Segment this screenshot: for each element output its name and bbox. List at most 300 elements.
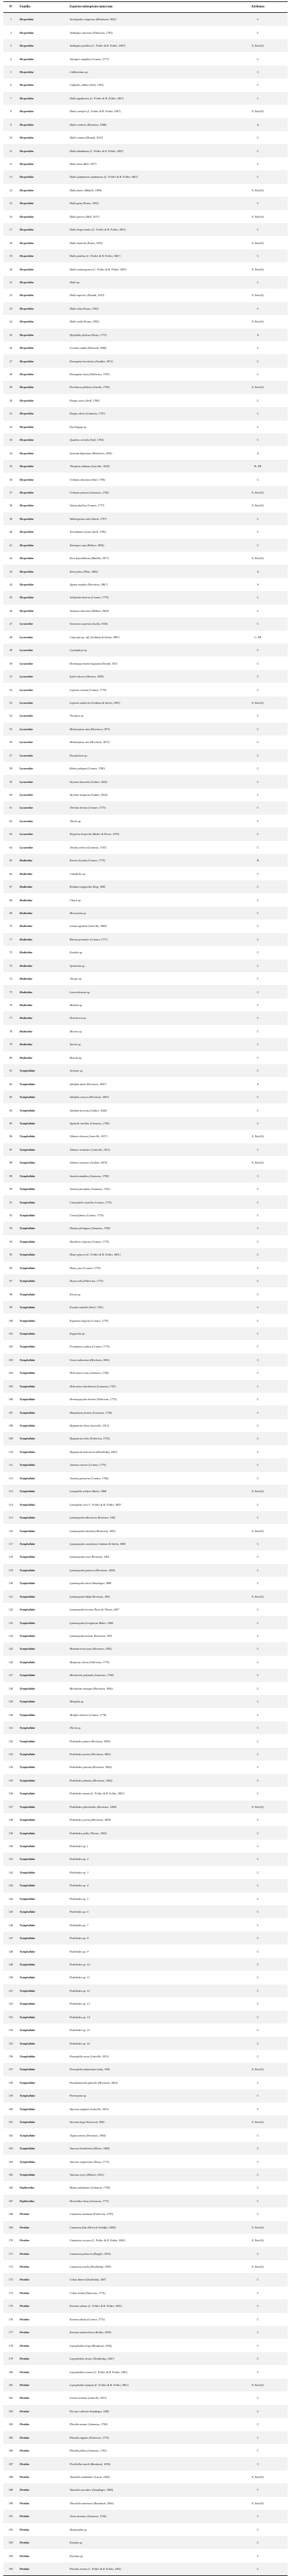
row-attributes: E, End (S) [252, 188, 264, 192]
row-number: 108 [8, 1424, 14, 1428]
row-attributes: A [256, 1082, 259, 1086]
row-attributes: C [256, 1897, 259, 1901]
table-row [3, 1984, 288, 1997]
row-species: Pedaliodes sp. 4 [68, 1879, 228, 1892]
row-species: Baeotis sp. [70, 1055, 83, 1059]
row-family: Hesperiidae [18, 170, 68, 183]
row-number: 47 [3, 617, 18, 630]
row-family: Pieridae [18, 2247, 68, 2260]
row-family: Nymphalidae [20, 1870, 36, 1874]
row-species: Leptophobia olympia (C. Felder & R. Felder, 1861) [68, 2379, 228, 2391]
row-family: Nymphalidae [18, 1616, 68, 1629]
table-row [3, 1287, 288, 1300]
header-row [3, 2, 288, 13]
row-number: 156 [8, 2055, 14, 2059]
row-family: Nymphalidae [18, 1958, 68, 1971]
row-species: Anastrus obscurus (Hübner, 1824) [70, 609, 109, 613]
row-species: Eurema albula (Cramer, 1775) [70, 2317, 105, 2321]
row-number: 116 [8, 1529, 14, 1533]
row-family: Nymphalidae [18, 2142, 68, 2155]
row-attributes: C [256, 2291, 259, 2295]
row-species: Achlyodes busirus (Cramer, 1779) [68, 591, 228, 604]
row-number: 151 [3, 1984, 18, 1997]
row-attributes: E, End (S) [228, 381, 288, 393]
row-family: Pieridae [18, 2379, 68, 2391]
row-attributes: C [256, 1949, 259, 1953]
row-attributes: C [228, 907, 288, 920]
row-family: Riodinidae [20, 898, 32, 902]
row-family: Riodinidae [18, 959, 68, 972]
table-row [3, 2287, 288, 2299]
row-species: Pyrgus oileus (Linnaeus, 1767) [68, 407, 228, 420]
row-family: Hesperiidae [18, 565, 68, 577]
row-attributes: C [256, 136, 259, 140]
row-number: 124 [8, 1634, 14, 1638]
row-species: Pedaliodes phaea (Hewitson, 1859) [70, 1739, 111, 1743]
row-number: 169 [3, 2221, 18, 2234]
row-number: 153 [3, 2011, 18, 2024]
row-number: 66 [9, 872, 13, 876]
row-number: 10 [9, 136, 13, 140]
row-attributes: C [228, 617, 288, 630]
row-attributes: B [228, 854, 288, 867]
row-attributes: C [256, 1765, 259, 1769]
row-attributes: C [228, 1354, 288, 1366]
row-attributes: E, End (S) [228, 1590, 288, 1603]
row-number: 138 [8, 1818, 14, 1822]
row-attributes: C [256, 898, 259, 902]
row-attributes: C [228, 354, 288, 367]
row-family: Nymphalidae [20, 1214, 36, 1218]
row-family: Papilionidae [18, 2195, 68, 2208]
row-species: Quadrus cerialis (Stoll, 1782) [68, 433, 228, 446]
row-number: 60 [9, 793, 13, 797]
row-attributes: C [228, 1248, 288, 1261]
row-attributes: C [228, 933, 288, 946]
row-species: Calycopis sp. aff. (Godman & Salvin, 1887) [70, 635, 120, 639]
row-attributes: E, End (S) [252, 2239, 264, 2243]
row-number: 52 [9, 688, 13, 692]
table-row [3, 2050, 288, 2063]
row-family: Nymphalidae [20, 1450, 36, 1454]
row-family: Nymphalidae [18, 2011, 68, 2024]
row-species: Anartia jatrophae (Linnaeus, 1763) [70, 1187, 110, 1191]
row-family: Pieridae [18, 2326, 68, 2339]
row-attributes: A [256, 583, 259, 587]
table-row [3, 262, 288, 275]
table-row [3, 1274, 288, 1287]
row-species: Euptychia sp. [68, 1327, 228, 1340]
row-attributes: C [228, 985, 288, 998]
row-number: 170 [8, 2239, 14, 2243]
row-family: Nymphalidae [18, 1642, 68, 1655]
row-attributes: C [228, 1905, 288, 1918]
row-family: Hesperiidae [18, 329, 68, 341]
row-species: Pseudomaniola phaselis (Hewitson, 1862) [70, 2080, 118, 2084]
row-number: 159 [3, 2089, 18, 2102]
row-species: Catasticta sisamnus (Fabricius, 1793) [70, 2212, 114, 2216]
table-row [3, 578, 288, 591]
row-species: Vanessa braziliensis (Moore, 1883) [68, 2142, 228, 2155]
row-number: 175 [3, 2299, 18, 2312]
row-species: Lymanopoda panacea (Hewitson, 1869) [68, 1564, 228, 1577]
row-species: Phoebis rurina (C. Felder & R. Felder, 1861) [68, 2562, 228, 2576]
row-species: Lymanopoda lecromi Pyrcz & Viloria, 2007 [70, 1608, 120, 1612]
row-number: 18 [9, 241, 13, 245]
row-attributes: C [228, 2273, 288, 2286]
row-attributes: C [256, 2107, 259, 2111]
row-species: Xenophanes tryxus (Stoll, 1780) [70, 530, 106, 534]
table-row [3, 1695, 288, 1708]
table-row [3, 1195, 288, 1208]
row-attributes: C [256, 1713, 259, 1717]
row-attributes: C [228, 1406, 288, 1418]
row-attributes: C [256, 1686, 259, 1690]
row-species: Altinote dicaeus (Latreille, 1817) [70, 1135, 108, 1139]
table-row [3, 1616, 288, 1629]
row-attributes: C [228, 1642, 288, 1655]
row-number: 99 [3, 1301, 18, 1314]
table-row [3, 2128, 288, 2141]
row-number: 167 [3, 2195, 18, 2208]
table-row [3, 105, 288, 118]
row-species: Ministrymon azia (Hewitson, 1873) [68, 723, 228, 736]
row-attributes: E, End (S) [252, 504, 264, 508]
row-family: Riodinidae [20, 872, 32, 876]
table-row [3, 907, 288, 920]
row-attributes: C [228, 1011, 288, 1024]
row-number: 125 [3, 1642, 18, 1655]
row-attributes: E, End (S) [252, 1161, 264, 1165]
row-number: 63 [3, 828, 18, 840]
row-attributes: E, End (S) [228, 1800, 288, 1813]
row-family: Nymphalidae [20, 2107, 36, 2111]
table-row [3, 1314, 288, 1327]
row-number: 163 [3, 2142, 18, 2155]
row-attributes: C [256, 2212, 259, 2216]
row-family: Lycaenidae [18, 644, 68, 657]
row-number: 65 [3, 854, 18, 867]
row-number: 25 [3, 329, 18, 341]
row-family: Nymphalidae [20, 1897, 36, 1901]
row-species: Dalla cordova (Hewitson, 1868) [68, 118, 228, 131]
row-family: Hesperiidae [20, 530, 34, 534]
row-attributes: C [256, 1424, 259, 1428]
table-row [3, 276, 288, 289]
row-species: Dalla costata (Draudt, 1923) [70, 136, 104, 140]
row-family: Hesperiidae [20, 398, 34, 402]
row-number: 130 [8, 1713, 14, 1717]
table-row [3, 1905, 288, 1918]
table-row [3, 2418, 288, 2431]
table-row [3, 2024, 288, 2036]
row-number: 164 [8, 2160, 14, 2164]
row-family: Lycaenidae [20, 845, 33, 849]
table-row [3, 2457, 288, 2470]
row-species: Dismorphia sp. [70, 2527, 87, 2531]
row-species: Cyanophrys sp. [68, 644, 228, 657]
row-attributes: E, End (S) [228, 486, 288, 499]
row-attributes: C [256, 1581, 259, 1585]
row-species: Urbanus proteus (Linnaeus, 1758) [68, 486, 228, 499]
table-row [3, 78, 288, 91]
row-species: Theochila maenacte (Boisduval, 1836) [70, 2501, 114, 2505]
row-family: Riodinidae [20, 951, 32, 955]
table-row [3, 52, 288, 65]
row-family: Hesperiidae [20, 267, 34, 271]
row-number: 106 [8, 1398, 14, 1402]
row-attributes: C [228, 2483, 288, 2496]
row-attributes: C [228, 1274, 288, 1287]
table-row [3, 1721, 288, 1734]
row-species: Pedaliodes sp. 12 [68, 1984, 228, 1997]
row-attributes: C [256, 30, 259, 34]
row-family: Nymphalidae [18, 1195, 68, 1208]
row-attributes: C [256, 1055, 259, 1059]
row-attributes: C [228, 539, 288, 552]
row-number: 53 [3, 696, 18, 709]
table-row [3, 2562, 288, 2576]
table-row [3, 2471, 288, 2483]
row-family: Riodinidae [18, 854, 68, 867]
table-row [3, 2273, 288, 2286]
table-row [3, 854, 288, 867]
row-attributes: C [228, 1143, 288, 1156]
row-species: Marpesia chiron (Fabricius, 1775) [70, 1660, 110, 1664]
row-number: 1 [3, 13, 18, 26]
row-attributes: C [228, 433, 288, 446]
row-family: Pieridae [20, 2554, 30, 2558]
row-species: Dalla agathocles (C. Felder & R. Felder, 1867) [68, 92, 228, 105]
row-number: 80 [9, 1055, 13, 1059]
table-row [3, 1170, 288, 1183]
row-number: 72 [9, 951, 13, 955]
row-family: Nymphalidae [18, 1327, 68, 1340]
row-attributes: E, End (S) [228, 2379, 288, 2391]
row-species: Anthoptus pusillus (C. Felder & R. Felder, 1867) [68, 39, 228, 52]
table-row [3, 39, 288, 52]
table-row [3, 2326, 288, 2339]
row-number: 104 [8, 1371, 14, 1375]
table-row [3, 565, 288, 577]
row-species: Pedaliodes sp. 13 [70, 2002, 90, 2006]
row-number: 17 [3, 223, 18, 236]
row-number: 126 [8, 1660, 14, 1664]
row-family: Riodinidae [20, 1055, 32, 1059]
row-species: Riodina lysippoides Berg, 1882 [68, 880, 228, 893]
table-row [3, 407, 288, 420]
row-number: 134 [8, 1765, 14, 1769]
row-number: 75 [3, 985, 18, 998]
header-number: Nº [3, 2, 18, 13]
row-number: 36 [9, 477, 13, 481]
row-attributes: C [228, 1091, 288, 1103]
row-number: 178 [8, 2343, 14, 2347]
row-species: Pieriballia viardi (Boisduval, 1836) [68, 2457, 228, 2470]
row-number: 181 [3, 2379, 18, 2391]
table-row [3, 1866, 288, 1879]
row-species: Catasticta flisa (Herrich-Schäffer, 1858) [68, 2221, 228, 2234]
table-row [3, 1262, 288, 1274]
table-row [3, 1550, 288, 1563]
row-species: Lymanopoda tener Hewitson, 1861 [70, 1555, 110, 1559]
table-row [3, 1997, 288, 2010]
row-family: Riodinidae [18, 933, 68, 946]
row-species: Wallengrenia otho (Smith, 1797) [68, 512, 228, 525]
row-family: Nymphalidae [18, 1117, 68, 1130]
row-attributes: C [256, 1923, 259, 1927]
row-number: 83 [3, 1091, 18, 1103]
row-family: Lycaenidae [18, 775, 68, 788]
table-row [3, 946, 288, 959]
row-number: 49 [3, 644, 18, 657]
row-number: 13 [3, 170, 18, 183]
table-row [3, 2523, 288, 2536]
row-number: 145 [3, 1905, 18, 1918]
row-number: 90 [9, 1187, 13, 1191]
table-row [3, 1117, 288, 1130]
row-family: Lycaenidae [20, 767, 33, 771]
row-attributes: C [256, 2449, 259, 2453]
row-number: 98 [9, 1292, 13, 1296]
row-family: Nymphalidae [18, 1826, 68, 1839]
row-attributes: E, End (S) [252, 2475, 264, 2479]
row-number: 157 [3, 2063, 18, 2076]
table-row [3, 1091, 288, 1103]
row-attributes: E, End (S) [252, 320, 264, 324]
row-family: Nymphalidae [18, 1905, 68, 1918]
row-family: Nymphalidae [20, 1923, 36, 1927]
row-species: Pedaliodes pisonia (Hewitson, 1862) [70, 1765, 112, 1769]
row-species: Catasticta teutila (Doubleday, 1847) [70, 2265, 112, 2269]
row-species: Manataria hercyna (Hewitson, 1852) [68, 1642, 228, 1655]
row-attributes: C [256, 398, 259, 402]
row-number: 174 [8, 2291, 14, 2295]
row-number: 4 [9, 57, 12, 61]
row-family: Nymphalidae [20, 1318, 36, 1322]
row-attributes: C [228, 1932, 288, 1945]
row-number: 51 [3, 670, 18, 683]
row-species: Hermeuptychia hermes (Fabricius, 1775) [70, 1398, 117, 1402]
row-family: Nymphalidae [20, 2080, 36, 2084]
row-attributes: C [228, 2431, 288, 2444]
table-row [3, 1103, 288, 1116]
row-family: Pieridae [18, 2352, 68, 2365]
table-row [3, 644, 288, 657]
row-family: Nymphalidae [18, 1222, 68, 1235]
row-attributes: E, End (S) [228, 1485, 288, 1498]
row-family: Pieridae [20, 2212, 30, 2216]
table-row [3, 1235, 288, 1248]
row-family: Hesperiidae [20, 451, 34, 455]
row-family: Nymphalidae [20, 1398, 36, 1402]
row-family: Lycaenidae [18, 696, 68, 709]
table-row [3, 2339, 288, 2352]
row-family: Pieridae [18, 2510, 68, 2523]
table-row [3, 2313, 288, 2326]
table-row [3, 1485, 288, 1498]
row-attributes: C [228, 1721, 288, 1734]
row-number: 28 [9, 373, 13, 377]
table-row [3, 1524, 288, 1537]
row-family: Pieridae [18, 2273, 68, 2286]
table-row [3, 1419, 288, 1432]
row-family: Hesperiidae [20, 346, 34, 350]
row-species: Dalla sp. [68, 276, 228, 289]
row-number: 142 [8, 1870, 14, 1874]
row-attributes: C [256, 845, 259, 849]
row-family: Nymphalidae [18, 1590, 68, 1603]
row-attributes: C [228, 801, 288, 814]
row-family: Riodinidae [18, 985, 68, 998]
row-attributes: C [256, 872, 259, 876]
table-row [3, 1446, 288, 1458]
row-family: Hesperiidae [20, 110, 34, 114]
row-family: Nymphalidae [18, 1984, 68, 1997]
row-attributes: C [256, 740, 259, 744]
row-number: 19 [3, 249, 18, 262]
row-family: Nymphalidae [20, 1555, 36, 1559]
row-species: Danaus plexippus (Linnaeus, 1758) [68, 1222, 228, 1235]
row-family: Pieridae [18, 2562, 68, 2576]
row-attributes: C [256, 2343, 259, 2347]
row-number: 26 [9, 346, 13, 350]
row-number: 57 [3, 749, 18, 762]
row-species: Pedaliodes polla (Thieme, 1905) [68, 1826, 228, 1839]
row-family: Nymphalidae [20, 1502, 36, 1506]
row-species: Consul fabius (Cramer, 1776) [70, 1214, 104, 1218]
row-attributes: C [256, 819, 259, 823]
row-family: Nymphalidae [18, 1170, 68, 1183]
row-number: 20 [9, 267, 13, 271]
row-species: Pedaliodes sp. 10 [68, 1958, 228, 1971]
row-attributes: C [256, 1976, 259, 1980]
row-family: Lycaenidae [18, 723, 68, 736]
table-row [3, 775, 288, 788]
row-family: Nymphalidae [20, 1686, 36, 1690]
table-row [3, 2155, 288, 2168]
row-family: Pieridae [20, 2423, 30, 2427]
row-attributes: C [256, 661, 259, 665]
row-family: Pieridae [18, 2221, 68, 2234]
table-row [3, 2011, 288, 2024]
row-attributes: C [228, 1038, 288, 1051]
row-family: Nymphalidae [20, 1713, 36, 1717]
row-attributes: C [228, 644, 288, 657]
row-species: Heliconius charithonia (Linnaeus, 1767) [68, 1380, 228, 1393]
table-row [3, 1734, 288, 1747]
row-attributes: C [228, 144, 288, 157]
row-species: Arawacus separata (Lathy, 1926) [68, 617, 228, 630]
row-number: 31 [3, 407, 18, 420]
table-row [3, 1051, 288, 1064]
row-species: Siproeta epaphus (Latreille, 1813) [70, 2107, 109, 2111]
row-species: Dione glycera (C. Felder & R. Felder, 1861) [68, 1248, 228, 1261]
table-row [3, 2299, 288, 2312]
row-species: Aeolopsida compressa (Boisduval, 1852) [68, 13, 228, 26]
row-attributes: C [256, 767, 259, 771]
row-family: Hesperiidae [20, 83, 34, 87]
row-number: 34 [9, 451, 13, 455]
row-number: 122 [8, 1608, 14, 1612]
row-attributes: C [256, 346, 259, 350]
row-species: Pedaliodes porina (Hewitson, 1869) [70, 1818, 111, 1822]
row-species: Anthoptus epictetus (Fabricius, 1793) [70, 30, 113, 34]
row-family: Nymphalidae [18, 1248, 68, 1261]
row-number: 96 [9, 1266, 13, 1270]
row-attributes: C [228, 2457, 288, 2470]
row-family: Nymphalidae [18, 1511, 68, 1524]
